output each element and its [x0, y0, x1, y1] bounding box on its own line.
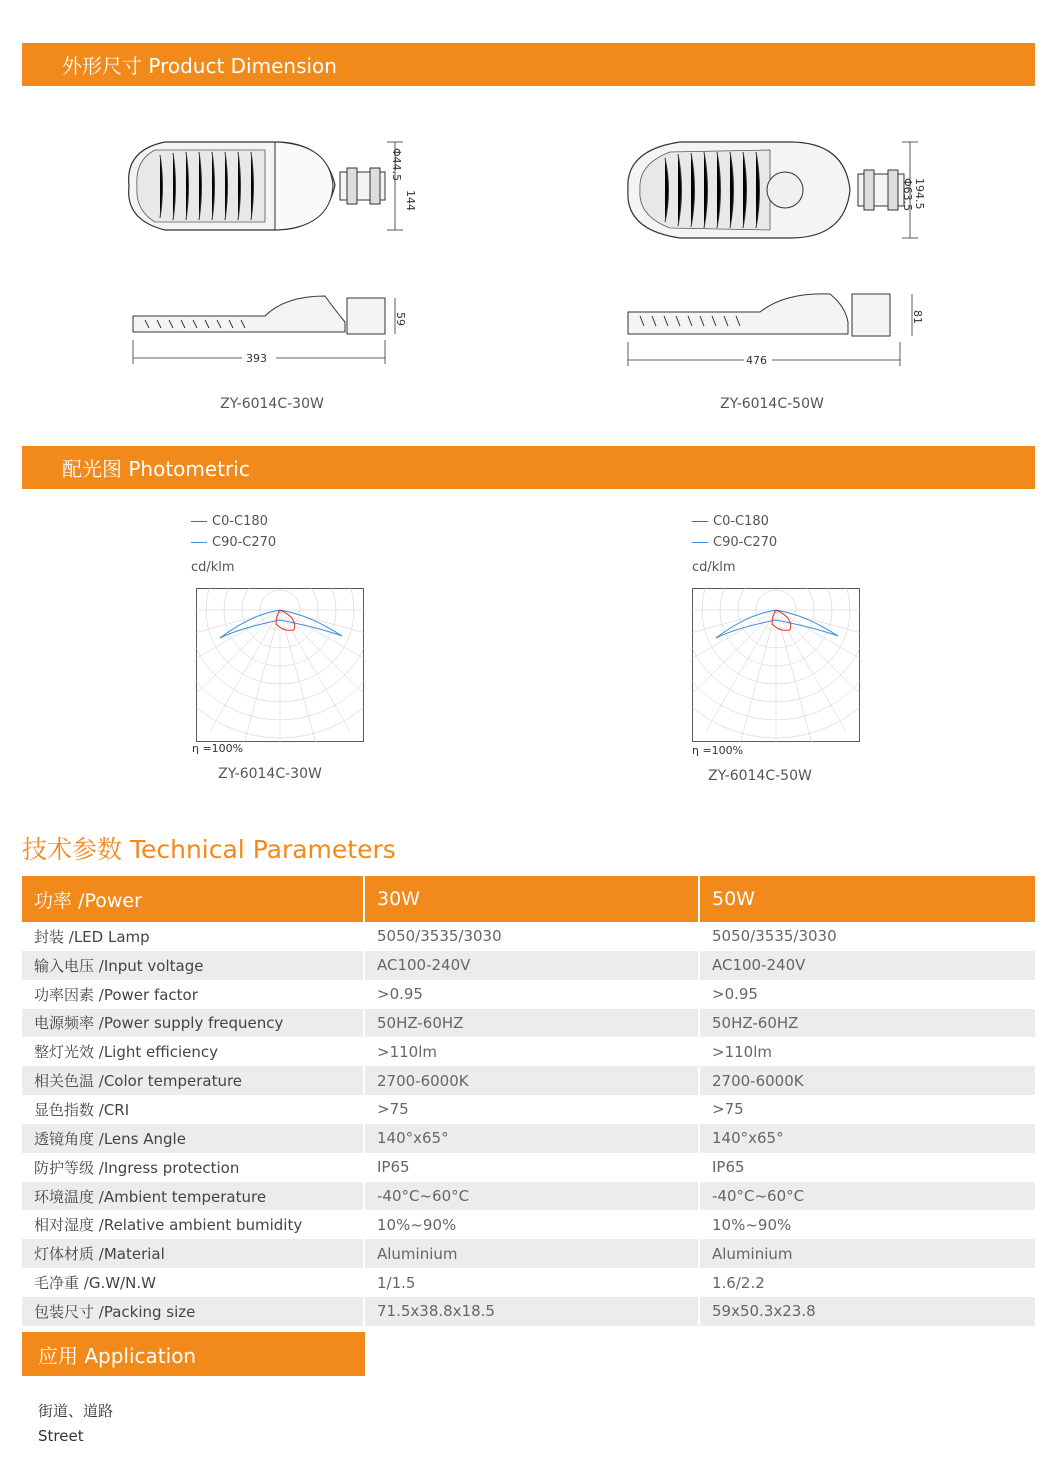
dimension-caption-30w: ZY-6014C-30W: [220, 396, 324, 412]
legend-line-c90: [692, 542, 708, 543]
header-cell-power: 功率 /Power: [22, 876, 365, 922]
application-text-en: Street: [38, 1427, 84, 1445]
dim-30w-width: 144: [404, 190, 417, 211]
param-name-cell: 环境温度 /Ambient temperature: [22, 1182, 365, 1211]
legend-label-c0: C0-C180: [713, 514, 769, 529]
value-50w-cell: >110lm: [712, 1042, 772, 1061]
table-row: [22, 1297, 1035, 1326]
section-title-photometric: 配光图 Photometric: [62, 457, 250, 481]
table-row: [22, 1268, 1035, 1297]
header-cell-30w: 30W: [365, 876, 700, 922]
header-cell-50w: 50W: [700, 876, 1035, 922]
section-bar-dimension: [22, 43, 1035, 86]
value-50w-cell: 10%~90%: [712, 1215, 792, 1234]
section-bar-application: [22, 1332, 365, 1376]
photometric-caption-50w: ZY-6014C-50W: [708, 768, 812, 784]
legend-unit: cd/klm: [692, 560, 736, 575]
value-50w-cell: >0.95: [712, 985, 758, 1004]
param-name-cell: 包装尺寸 /Packing size: [22, 1297, 365, 1326]
photometric-legend-30w: [191, 511, 276, 578]
value-30w-cell: >75: [365, 1095, 700, 1124]
legend-label-c0: C0-C180: [212, 514, 268, 529]
application-text-cn: 街道、道路: [38, 1402, 114, 1420]
value-50w-cell: AC100-240V: [700, 951, 1035, 980]
value-50w-cell: 59x50.3x23.8: [700, 1297, 1035, 1326]
value-50w-cell: 5050/3535/3030: [712, 927, 837, 946]
param-name-cell: 封装 /LED Lamp: [22, 922, 365, 951]
dim-50w-pipe: Φ63.5: [901, 178, 914, 212]
param-name-cell: 相对湿度 /Relative ambient bumidity: [22, 1210, 365, 1239]
param-name-cell: 功率因素 /Power factor: [22, 980, 365, 1009]
dimension-drawing-30w: [125, 130, 425, 370]
table-row: [22, 1153, 1035, 1182]
value-50w-cell: -40°C~60°C: [700, 1182, 1035, 1211]
photometric-caption-30w: ZY-6014C-30W: [218, 766, 322, 782]
table-row: [22, 1239, 1035, 1268]
dim-30w-height: 59: [394, 312, 407, 326]
legend-label-c90: C90-C270: [713, 535, 778, 550]
polar-chart-30w: [196, 588, 364, 742]
param-name-cell: 输入电压 /Input voltage: [22, 951, 365, 980]
value-50w-cell: Aluminium: [700, 1239, 1035, 1268]
value-30w-cell: 10%~90%: [365, 1210, 700, 1239]
efficiency-30w: η =100%: [192, 742, 244, 755]
value-30w-cell: IP65: [365, 1153, 700, 1182]
dim-50w-length: 476: [746, 354, 767, 367]
param-name-cell: 透镜角度 /Lens Angle: [22, 1124, 365, 1153]
legend-line-c90: [191, 542, 207, 543]
dimension-drawing-50w: [620, 130, 930, 370]
efficiency-50w: η =100%: [692, 744, 744, 757]
value-30w-cell: 50HZ-60HZ: [365, 1009, 700, 1038]
value-50w-cell: 50HZ-60HZ: [700, 1009, 1035, 1038]
param-name-cell: 相关色温 /Color temperature: [22, 1066, 365, 1095]
legend-line-c0: [191, 521, 207, 522]
table-row: [22, 922, 1035, 951]
section-title-application: 应用 Application: [38, 1343, 197, 1368]
value-30w-cell: 1/1.5: [365, 1268, 700, 1297]
param-name-cell: 灯体材质 /Material: [22, 1239, 365, 1268]
parameters-table: [22, 876, 1035, 1326]
param-name-cell: 显色指数 /CRI: [22, 1095, 365, 1124]
value-30w-cell: -40°C~60°C: [365, 1182, 700, 1211]
dim-50w-width: 194.5: [913, 178, 926, 210]
legend-label-c90: C90-C270: [212, 535, 277, 550]
value-50w-cell: 1.6/2.2: [712, 1273, 765, 1292]
value-30w-cell: >0.95: [365, 980, 700, 1009]
value-50w-cell: >75: [712, 1100, 744, 1119]
legend-line-c0: [692, 521, 708, 522]
table-row: [22, 1124, 1035, 1153]
table-row: [22, 980, 1035, 1009]
table-row: [22, 1095, 1035, 1124]
value-30w-cell: AC100-240V: [365, 951, 700, 980]
param-name-cell: 电源频率 /Power supply frequency: [22, 1009, 365, 1038]
table-body: [22, 922, 1035, 1326]
legend-unit: cd/klm: [191, 560, 235, 575]
value-30w-cell: 2700-6000K: [365, 1066, 700, 1095]
param-name-cell: 整灯光效 /Light efficiency: [22, 1037, 365, 1066]
technical-parameters-title: 技术参数 Technical Parameters: [22, 835, 396, 864]
value-50w-cell: 140°x65°: [700, 1124, 1035, 1153]
table-row: [22, 1009, 1035, 1038]
section-title-dimension: 外形尺寸 Product Dimension: [62, 54, 337, 78]
value-50w-cell: 2700-6000K: [700, 1066, 1035, 1095]
polar-chart-50w: [692, 588, 860, 742]
table-header: [22, 876, 1035, 922]
table-row: [22, 951, 1035, 980]
photometric-legend-50w: [692, 511, 777, 578]
value-30w-cell: 71.5x38.8x18.5: [365, 1297, 700, 1326]
table-row: [22, 1210, 1035, 1239]
section-bar-photometric: [22, 446, 1035, 489]
param-name-cell: 防护等级 /Ingress protection: [22, 1153, 365, 1182]
table-row: [22, 1066, 1035, 1095]
value-30w-cell: >110lm: [365, 1037, 700, 1066]
value-30w-cell: 140°x65°: [365, 1124, 700, 1153]
value-30w-cell: Aluminium: [365, 1239, 700, 1268]
dim-30w-pipe: Φ44.5: [390, 148, 403, 182]
table-row: [22, 1182, 1035, 1211]
value-30w-cell: 5050/3535/3030: [365, 922, 700, 951]
dimension-caption-50w: ZY-6014C-50W: [720, 396, 824, 412]
param-name-cell: 毛净重 /G.W/N.W: [22, 1268, 365, 1297]
value-50w-cell: IP65: [712, 1158, 745, 1177]
table-row: [22, 1037, 1035, 1066]
dim-50w-height: 81: [911, 310, 924, 324]
dim-30w-length: 393: [246, 352, 267, 365]
